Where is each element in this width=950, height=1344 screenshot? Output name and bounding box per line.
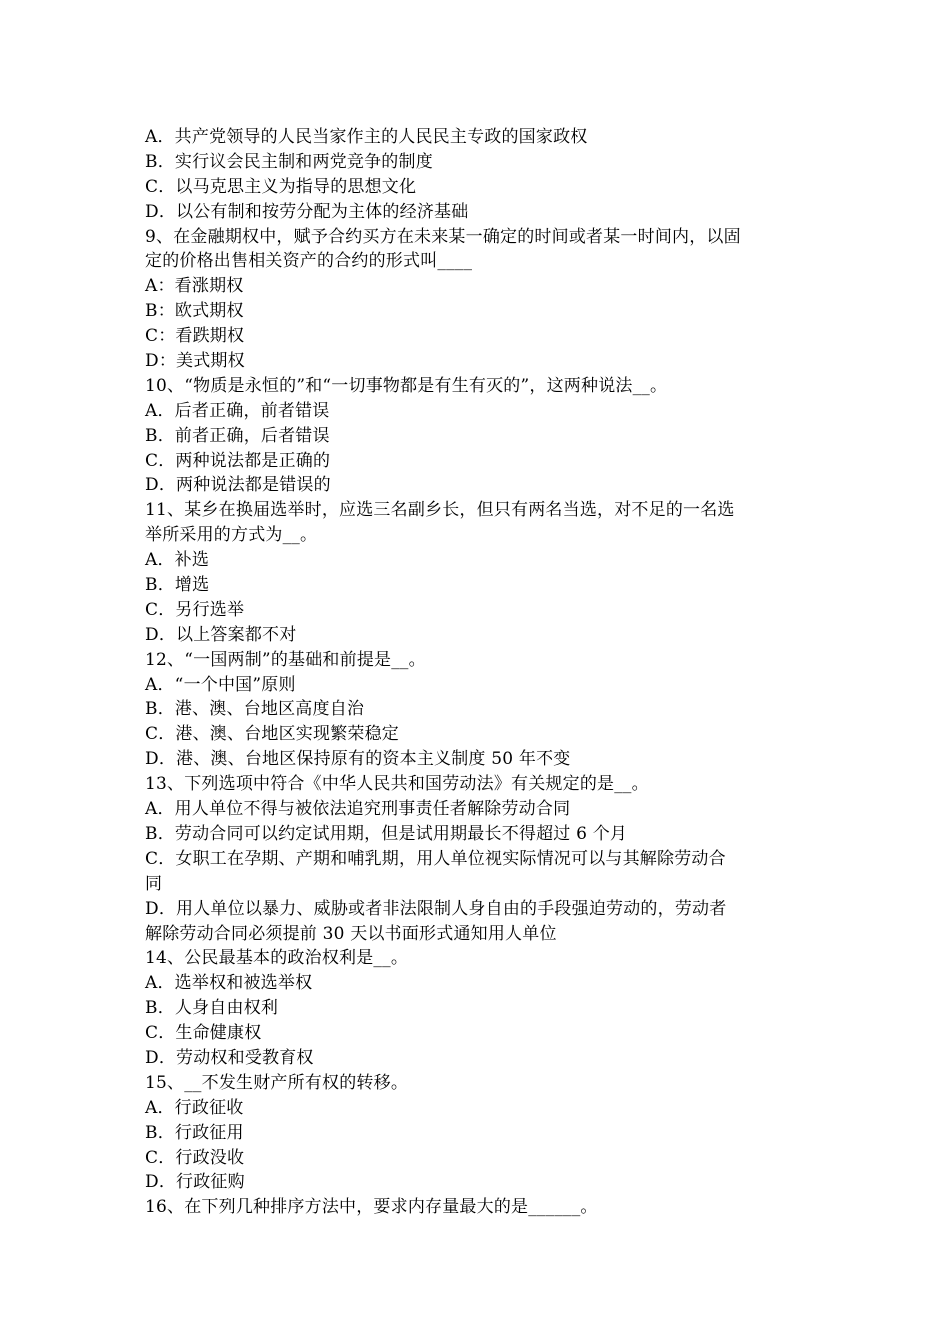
option-line: C．港、澳、台地区实现繁荣稳定 — [145, 724, 400, 745]
question-15: 15、__不发生财产所有权的转移。 — [145, 1072, 409, 1093]
question-12: 12、“一国两制”的基础和前提是__。 — [145, 649, 426, 670]
option-line: B．增选 — [145, 575, 210, 596]
option-line: C．另行选举 — [145, 599, 245, 620]
option-line: B：欧式期权 — [145, 301, 244, 322]
question-10: 10、“物质是永恒的”和“一切事物都是有生有灭的”，这两种说法__。 — [145, 375, 668, 396]
option-line: D．用人单位以暴力、威胁或者非法限制人身自由的手段强迫劳动的，劳动者 — [145, 898, 727, 919]
option-line: A．共产党领导的人民当家作主的人民民主专政的国家政权 — [145, 127, 588, 147]
option-line: B．人身自由权利 — [145, 998, 279, 1019]
option-line: D．劳动权和受教育权 — [145, 1047, 314, 1068]
option-line: C．女职工在孕期、产期和哺乳期，用人单位视实际情况可以与其解除劳动合 — [145, 848, 726, 869]
option-line-continued: 同 — [145, 873, 163, 894]
option-line: D．港、澳、台地区保持原有的资本主义制度 50 年不变 — [145, 749, 571, 770]
option-line: A．后者正确，前者错误 — [145, 400, 330, 421]
option-line: D：美式期权 — [145, 351, 245, 372]
option-line: C．行政没收 — [145, 1147, 245, 1168]
question-13: 13、下列选项中符合《中华人民共和国劳动法》有关规定的是__。 — [145, 774, 649, 795]
option-line: A．“一个中国”原则 — [145, 674, 296, 695]
question-16: 16、在下列几种排序方法中，要求内存量最大的是______。 — [145, 1197, 598, 1218]
document-body — [145, 125, 810, 1220]
option-line: C：看跌期权 — [145, 326, 245, 347]
option-line: B．劳动合同可以约定试用期，但是试用期最长不得超过 6 个月 — [145, 823, 628, 844]
option-line: B．港、澳、台地区高度自治 — [145, 699, 365, 720]
option-line: D．行政征购 — [145, 1172, 245, 1193]
option-line: A．选举权和被选举权 — [145, 973, 313, 994]
option-line: D．以公有制和按劳分配为主体的经济基础 — [145, 201, 469, 222]
option-line: B．前者正确，后者错误 — [145, 425, 330, 446]
question-14: 14、公民最基本的政治权利是__。 — [145, 948, 409, 969]
option-line: A．补选 — [145, 550, 210, 571]
option-line: A．行政征收 — [145, 1097, 244, 1118]
question-11-continued: 举所采用的方式为__。 — [145, 525, 318, 546]
question-9: 9、在金融期权中，赋予合约买方在未来某一确定的时间或者某一时间内，以固 — [145, 226, 741, 247]
option-line: B．实行议会民主制和两党竞争的制度 — [145, 151, 433, 172]
option-line: C．两种说法都是正确的 — [145, 450, 331, 471]
question-9-continued: 定的价格出售相关资产的合约的形式叫____ — [145, 251, 473, 272]
option-line: C．以马克思主义为指导的思想文化 — [145, 176, 417, 197]
option-line: D．以上答案都不对 — [145, 624, 297, 645]
option-line: D．两种说法都是错误的 — [145, 475, 331, 496]
option-line: B．行政征用 — [145, 1122, 244, 1143]
option-line: C．生命健康权 — [145, 1023, 262, 1044]
option-line: A．用人单位不得与被依法追究刑事责任者解除劳动合同 — [145, 799, 571, 820]
question-11: 11、某乡在换届选举时，应选三名副乡长，但只有两名当选，对不足的一名选 — [145, 500, 735, 521]
option-line: A：看涨期权 — [145, 276, 244, 297]
option-line-continued: 解除劳动合同必须提前 30 天以书面形式通知用人单位 — [145, 923, 557, 944]
